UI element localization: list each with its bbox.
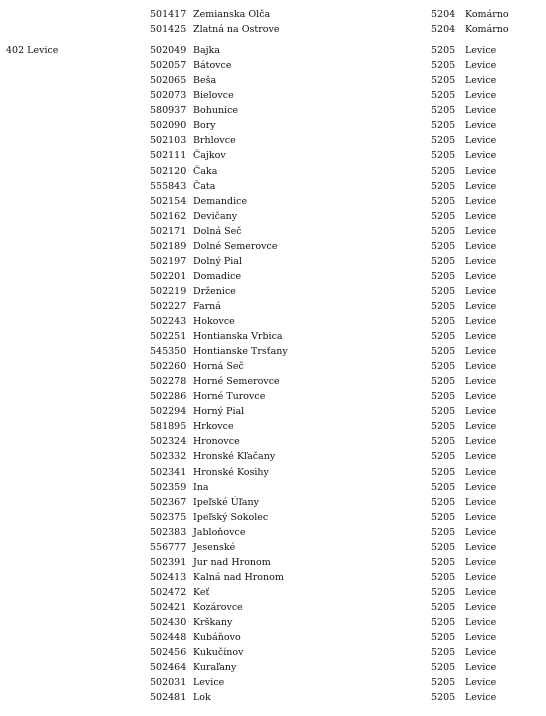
municipality-code: 502090 <box>150 120 187 132</box>
municipality-name: Čata <box>193 180 216 192</box>
district-code: 5205 <box>431 240 456 252</box>
district-code: 5205 <box>431 60 456 72</box>
district-name: Levice <box>465 135 497 147</box>
municipality-code: 502375 <box>150 511 187 523</box>
district-name: Levice <box>465 406 497 418</box>
district-code: 5205 <box>431 346 456 358</box>
municipality-code: 556777 <box>150 541 187 553</box>
municipality-code: 502448 <box>150 632 187 644</box>
district-code: 5204 <box>431 24 456 36</box>
municipality-code: 502481 <box>150 692 187 704</box>
district-name: Levice <box>465 105 497 117</box>
district-code: 5205 <box>431 165 456 177</box>
district-name: Levice <box>465 647 497 659</box>
municipality-code: 502278 <box>150 376 187 388</box>
district-name: Levice <box>465 692 497 704</box>
municipality-name: Drženice <box>193 285 236 297</box>
district-name: Levice <box>465 225 497 237</box>
district-code: 5205 <box>431 195 456 207</box>
district-name: Levice <box>465 346 497 358</box>
district-name: Levice <box>465 496 497 508</box>
municipality-name: Keť <box>193 586 210 598</box>
table-row <box>0 585 546 600</box>
municipality-code: 502201 <box>150 270 187 282</box>
table-row <box>0 58 546 73</box>
municipality-name: Čaka <box>193 165 218 177</box>
table-row <box>0 510 546 525</box>
municipality-code: 502286 <box>150 391 187 403</box>
district-name: Levice <box>465 75 497 87</box>
table-row <box>0 133 546 148</box>
table-row <box>0 239 546 254</box>
table-row <box>0 600 546 615</box>
table-row <box>0 43 546 58</box>
table-row <box>0 329 546 344</box>
municipality-code: 502031 <box>150 677 187 689</box>
district-name: Levice <box>465 511 497 523</box>
municipality-code: 580937 <box>150 105 187 117</box>
municipality-code: 501417 <box>150 9 187 20</box>
district-name: Levice <box>465 331 497 343</box>
municipality-code: 502162 <box>150 210 187 222</box>
district-code: 5205 <box>431 647 456 659</box>
district-name: Levice <box>465 195 497 207</box>
district-code: 5205 <box>431 511 456 523</box>
municipality-name: Kukučínov <box>193 647 244 659</box>
municipality-name: Kubáňovo <box>193 632 241 644</box>
municipality-name: Jabloňovce <box>193 526 246 538</box>
district-code: 5205 <box>431 180 456 192</box>
table-row <box>0 389 546 404</box>
district-name: Komárno <box>465 24 509 36</box>
district-name: Levice <box>465 451 497 463</box>
municipality-name: Bátovce <box>193 60 232 72</box>
district-code: 5205 <box>431 105 456 117</box>
district-name: Levice <box>465 421 497 433</box>
district-code: 5205 <box>431 90 456 102</box>
municipality-name: Bohunice <box>193 105 239 117</box>
table-row <box>0 645 546 660</box>
table-row <box>0 88 546 103</box>
table-row <box>0 374 546 389</box>
district-code: 5205 <box>431 496 456 508</box>
district-code: 5205 <box>431 586 456 598</box>
table-row <box>0 419 546 434</box>
municipality-code: 502391 <box>150 556 187 568</box>
district-code: 5205 <box>431 571 456 583</box>
district-code: 5204 <box>431 9 456 20</box>
table-row <box>0 224 546 239</box>
district-name: Levice <box>465 60 497 72</box>
municipality-code: 502197 <box>150 255 187 267</box>
district-name: Levice <box>465 586 497 598</box>
municipality-code: 502171 <box>150 225 187 237</box>
table-row <box>0 7 546 22</box>
municipality-code: 502227 <box>150 300 187 312</box>
municipality-name: Hokovce <box>193 316 235 327</box>
municipality-name: Levice <box>193 677 225 689</box>
municipality-name: Hronovce <box>193 436 240 448</box>
municipality-code: 502456 <box>150 647 187 659</box>
municipality-name: Dolný Pial <box>193 255 243 267</box>
municipality-code: 502472 <box>150 586 187 598</box>
municipality-name: Hronské Kosihy <box>193 466 269 478</box>
municipality-name: Hontianske Trsťany <box>193 346 288 358</box>
municipality-name: Beša <box>193 75 217 87</box>
municipality-name: Jesenské <box>193 541 236 553</box>
district-code: 5205 <box>431 451 456 463</box>
district-code: 5205 <box>431 225 456 237</box>
municipality-name: Kalná nad Hronom <box>193 571 284 583</box>
municipality-name: Hontianska Vrbica <box>193 331 283 343</box>
district-name: Levice <box>465 361 497 373</box>
district-code: 5205 <box>431 677 456 689</box>
municipality-name: Zlatná na Ostrove <box>193 24 280 36</box>
district-code: 5205 <box>431 692 456 704</box>
district-label: 402 Levice <box>6 45 59 57</box>
table-row <box>0 555 546 570</box>
municipality-name: Krškany <box>193 617 233 628</box>
district-code: 5205 <box>431 150 456 162</box>
municipality-name: Ipeľský Sokolec <box>193 511 269 523</box>
municipality-name: Horné Turovce <box>193 391 266 403</box>
municipality-name: Jur nad Hronom <box>193 556 271 568</box>
municipality-name: Horný Pial <box>193 406 245 418</box>
table-row <box>0 118 546 133</box>
municipality-code: 502057 <box>150 60 187 72</box>
table-row <box>0 525 546 540</box>
district-name: Levice <box>465 255 497 267</box>
municipality-code: 502111 <box>150 150 187 162</box>
municipality-name: Dolná Seč <box>193 225 242 237</box>
table-row <box>0 359 546 374</box>
municipality-code: 502120 <box>150 165 187 177</box>
district-name: Levice <box>465 526 497 538</box>
municipality-code: 502103 <box>150 135 187 147</box>
municipality-name: Bielovce <box>193 90 234 102</box>
municipality-name: Hrkovce <box>193 421 234 433</box>
municipality-code: 502341 <box>150 466 187 478</box>
district-name: Levice <box>465 150 497 162</box>
district-name: Levice <box>465 270 497 282</box>
municipality-name: Čajkov <box>193 150 226 162</box>
table-row <box>0 103 546 118</box>
district-code: 5205 <box>431 316 456 327</box>
district-name: Levice <box>465 90 497 102</box>
district-name: Levice <box>465 300 497 312</box>
municipality-name: Kuraľany <box>193 662 237 674</box>
district-name: Levice <box>465 662 497 674</box>
district-code: 5205 <box>431 270 456 282</box>
table-row <box>0 615 546 630</box>
district-name: Levice <box>465 481 497 493</box>
table-row <box>0 179 546 194</box>
district-name: Levice <box>465 316 497 327</box>
district-name: Levice <box>465 376 497 388</box>
district-name: Levice <box>465 617 497 628</box>
municipality-code: 501425 <box>150 24 187 36</box>
district-name: Levice <box>465 45 497 57</box>
table-row <box>0 269 546 284</box>
table-row <box>0 22 546 37</box>
district-code: 5205 <box>431 617 456 628</box>
municipality-name: Kozárovce <box>193 601 243 613</box>
municipality-name: Devičany <box>193 210 238 222</box>
municipality-name: Dolné Semerovce <box>193 240 278 252</box>
district-name: Levice <box>465 436 497 448</box>
district-code: 5205 <box>431 300 456 312</box>
municipality-code: 502413 <box>150 571 187 583</box>
district-name: Levice <box>465 285 497 297</box>
table-row <box>0 449 546 464</box>
district-name: Levice <box>465 165 497 177</box>
municipality-code: 502073 <box>150 90 187 102</box>
district-code: 5205 <box>431 331 456 343</box>
district-name: Levice <box>465 601 497 613</box>
district-name: Levice <box>465 677 497 689</box>
district-code: 5205 <box>431 556 456 568</box>
municipality-code: 581895 <box>150 421 187 433</box>
table-row <box>0 540 546 555</box>
district-code: 5205 <box>431 632 456 644</box>
municipality-code: 502049 <box>150 45 187 57</box>
district-name: Levice <box>465 210 497 222</box>
municipality-name: Zemianska Olča <box>193 9 271 20</box>
municipality-name: Demandice <box>193 195 248 207</box>
table-row <box>0 480 546 495</box>
table-row <box>0 299 546 314</box>
municipality-code: 502367 <box>150 496 187 508</box>
table-row <box>0 465 546 480</box>
municipality-code: 502251 <box>150 331 187 343</box>
district-name: Levice <box>465 571 497 583</box>
municipality-name: Bajka <box>193 45 221 57</box>
district-code: 5205 <box>431 210 456 222</box>
table-row <box>0 194 546 209</box>
table-row <box>0 495 546 510</box>
table-row <box>0 630 546 645</box>
district-code: 5205 <box>431 481 456 493</box>
table-row <box>0 675 546 690</box>
municipality-code: 502294 <box>150 406 187 418</box>
district-code: 5205 <box>431 75 456 87</box>
district-code: 5205 <box>431 662 456 674</box>
district-code: 5205 <box>431 601 456 613</box>
municipality-name: Brhlovce <box>193 135 236 147</box>
district-code: 5205 <box>431 376 456 388</box>
municipality-name: Horné Semerovce <box>193 376 280 388</box>
municipality-code: 502332 <box>150 451 187 463</box>
table-row <box>0 148 546 163</box>
table-row <box>0 314 546 329</box>
municipality-code: 502243 <box>150 316 187 327</box>
district-code: 5205 <box>431 45 456 57</box>
district-code: 5205 <box>431 436 456 448</box>
municipality-name: Domadice <box>193 270 242 282</box>
municipality-code: 502189 <box>150 240 187 252</box>
municipality-name: Horná Seč <box>193 361 244 373</box>
municipality-code: 502324 <box>150 436 187 448</box>
district-name: Komárno <box>465 9 509 20</box>
district-name: Levice <box>465 556 497 568</box>
municipality-name: Lok <box>193 692 211 704</box>
table-row <box>0 404 546 419</box>
table-row <box>0 434 546 449</box>
district-code: 5205 <box>431 285 456 297</box>
municipality-name: Farná <box>193 300 221 312</box>
district-name: Levice <box>465 466 497 478</box>
district-name: Levice <box>465 120 497 132</box>
district-code: 5205 <box>431 120 456 132</box>
district-name: Levice <box>465 240 497 252</box>
table-row <box>0 254 546 269</box>
municipality-code: 502219 <box>150 285 187 297</box>
municipality-name: Ipeľské Úľany <box>193 496 259 508</box>
table-row <box>0 690 546 705</box>
municipality-name: Hronské Kľačany <box>193 451 276 463</box>
table-row <box>0 73 546 88</box>
municipality-code: 502359 <box>150 481 187 493</box>
table-row <box>0 570 546 585</box>
municipality-code: 502430 <box>150 617 187 628</box>
district-code: 5205 <box>431 526 456 538</box>
district-name: Levice <box>465 632 497 644</box>
municipality-code: 502065 <box>150 75 187 87</box>
table-row <box>0 344 546 359</box>
district-code: 5205 <box>431 466 456 478</box>
district-name: Levice <box>465 391 497 403</box>
table-row <box>0 164 546 179</box>
district-code: 5205 <box>431 421 456 433</box>
table-row <box>0 284 546 299</box>
municipality-code: 502154 <box>150 195 187 207</box>
municipality-name: Ina <box>193 481 209 493</box>
district-code: 5205 <box>431 255 456 267</box>
district-name: Levice <box>465 541 497 553</box>
table-row <box>0 209 546 224</box>
table-row <box>0 660 546 675</box>
district-code: 5205 <box>431 135 456 147</box>
municipality-code: 502421 <box>150 601 187 613</box>
municipality-name: Bory <box>193 120 216 132</box>
municipality-code: 502464 <box>150 662 187 674</box>
municipality-code: 545350 <box>150 346 187 358</box>
district-code: 5205 <box>431 541 456 553</box>
municipality-code: 502383 <box>150 526 187 538</box>
district-code: 5205 <box>431 391 456 403</box>
district-name: Levice <box>465 180 497 192</box>
district-code: 5205 <box>431 361 456 373</box>
municipality-code: 502260 <box>150 361 187 373</box>
municipality-code: 555843 <box>150 180 187 192</box>
district-code: 5205 <box>431 406 456 418</box>
